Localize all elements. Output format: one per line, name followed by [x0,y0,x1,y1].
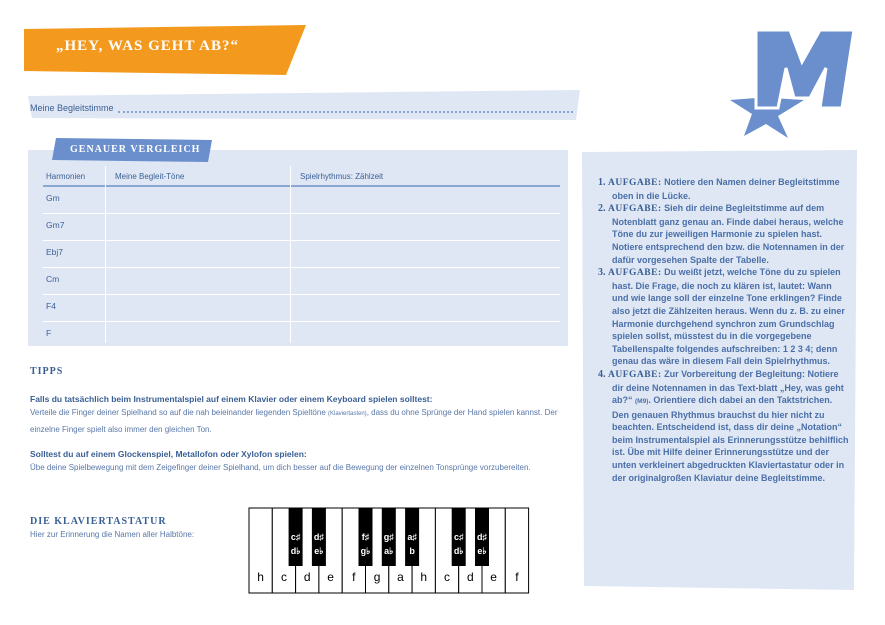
task-text-end: . Orientiere dich dabei an den Taktstrichen. Den genauen Rhythmus brauchst du hier nicht zu beachten. Entscheidend ist, dass dir deine „Notation“ beim Instrumentalspiel als Erinnerungsstütze behilflich ist. Übe mit Hilfe deiner Erinnerungsstütze und der unten verkleinert abgedruckten Klaviertastatur oder in der originalgroßen Klaviatur deine Begleitstimme. [612,395,849,483]
page-title: „HEY, WAS GEHT AB?“ [56,38,239,54]
black-key-label: d♯ [313,532,324,542]
tip1-text-end: , dass du ohne Sprünge der Hand spielen kannst. Der einzelne Finger spielt also immer den gleichen Ton. [30,408,558,434]
task-text: Zur Vorbereitung der Begleitung: Notiere dir deine Notennamen in das Text-blatt „Hey, was geht ab?“ [612,368,844,406]
task-list [598,176,850,484]
keyboard-heading: DIE KLAVIERTASTATUR [30,516,167,527]
black-key-label: f♯ [361,532,370,542]
table-row-label: Cm [46,274,60,284]
white-key-label: c [444,570,451,584]
column-header-rhythmus: Spielrhythmus: Zählzeit [300,172,384,181]
tip1-heading: Falls du tatsächlich beim Instrumentalspiel auf einem Klavier oder einem Keyboard spielen solltest: [30,394,433,404]
task-text: Du weißt jetzt, welche Töne du zu spielen hast. Die Frage, die noch zu klären ist, lautet: Wann und wie lange soll der einzelne Tone erklingen? Finde also jetzt die Zählzeiten heraus. Wenn du z. B. zu einer Harmonie durchgehend synchron zum Grundschlag spielen sollst, müsstest du in die vorgegebene Tabellenspalte folgendes aufschreiben: 1 2 3 4; denn genau das wäre in diesem Fall dein Spielrhythmus. [612,267,845,367]
begleitstimme-label: Meine Begleitstimme [30,103,114,113]
column-header-harmonien: Harmonien [46,172,86,181]
keyboard-subtitle: Hier zur Erinnerung die Namen aller Halbtöne: [30,530,195,539]
white-key-label: c [280,570,287,584]
white-key-label: e [490,570,497,584]
table-row-label: Gm [46,193,60,203]
task-item [598,368,850,484]
white-key-label: e [327,570,334,584]
white-key-label: h [420,570,428,584]
black-key-label: d♭ [290,546,301,556]
row-divider [43,213,560,214]
black-key-label: a♭ [384,546,394,556]
task-reference: (M9) [635,398,649,406]
m7-logo [730,28,860,138]
column-divider [105,166,106,343]
tip1-note: (Klaviertasten) [328,411,367,417]
tip2-body: Übe deine Spielbewegung mit dem Zeigefinger deiner Spielhand, um dich besser auf die Bewegung der einzelnen Tonsprünge vorzubereiten. [30,463,531,472]
row-divider [43,267,560,268]
white-key-label: d [467,570,474,584]
piano-keyboard [248,507,542,594]
table-row-label: Ebj7 [46,247,64,257]
task-heading: AUFGABE: [608,268,662,279]
table-row-label: F [46,328,52,338]
column-header-toene: Meine Begleit-Töne [115,172,185,181]
black-key-label: a♯ [407,532,417,542]
row-divider [43,321,560,322]
task-item [598,176,850,202]
header-divider [43,185,560,187]
black-key-label: g♭ [360,546,371,556]
task-heading: AUFGABE: [608,369,662,380]
tip1-body [30,405,570,437]
black-key-label: d♭ [453,546,464,556]
black-key-label: b [409,546,415,556]
task-number: 1. [598,177,606,188]
task-item [598,266,850,368]
column-divider [290,166,291,343]
black-key-label: g♯ [383,532,394,542]
task-item [598,202,850,266]
tips-heading: TIPPS [30,366,64,377]
black-key-label: e♭ [314,546,324,556]
table-row-label: Gm7 [46,220,65,230]
table-row-label: F4 [46,301,56,311]
black-key-label: d♯ [477,532,487,542]
begleitstimme-input-line[interactable] [118,104,573,113]
task-text: Sieh dir deine Begleitstimme auf dem Notenblatt ganz genau an. Finde dabei heraus, welche Töne du zur jeweiligen Harmonie zu spielen hast. Notiere entsprechend den bzw. die Notennamen in der dafür vorgesehen Spalte der Tabelle. [612,203,845,265]
comparison-tag: GENAUER VERGLEICH [70,144,201,155]
task-number: 4. [598,368,606,380]
white-key-label: f [515,570,519,584]
white-key-label: a [397,570,404,584]
black-key-label: c♯ [453,532,464,542]
tip1-text: Verteile die Finger deiner Spielhand so auf die nah beieinander liegenden Spieltöne [30,408,328,417]
task-number: 3. [598,267,606,279]
comparison-table-panel [28,150,568,346]
black-key-label: e♭ [477,546,487,556]
black-key-label: c♯ [290,532,301,542]
white-key-label: g [373,570,381,584]
task-number: 2. [598,203,606,215]
white-key-label: h [257,570,264,584]
task-text: Notiere den Namen deiner Begleitstimme oben in die Lücke. [612,177,840,201]
row-divider [43,240,560,241]
tip2-heading: Solltest du auf einem Glockenspiel, Metallofon oder Xylofon spielen: [30,449,307,459]
white-key-label: f [352,570,356,584]
task-heading: AUFGABE: [608,178,662,188]
white-key-label: d [303,570,311,584]
task-heading: AUFGABE: [608,204,662,215]
row-divider [43,294,560,295]
